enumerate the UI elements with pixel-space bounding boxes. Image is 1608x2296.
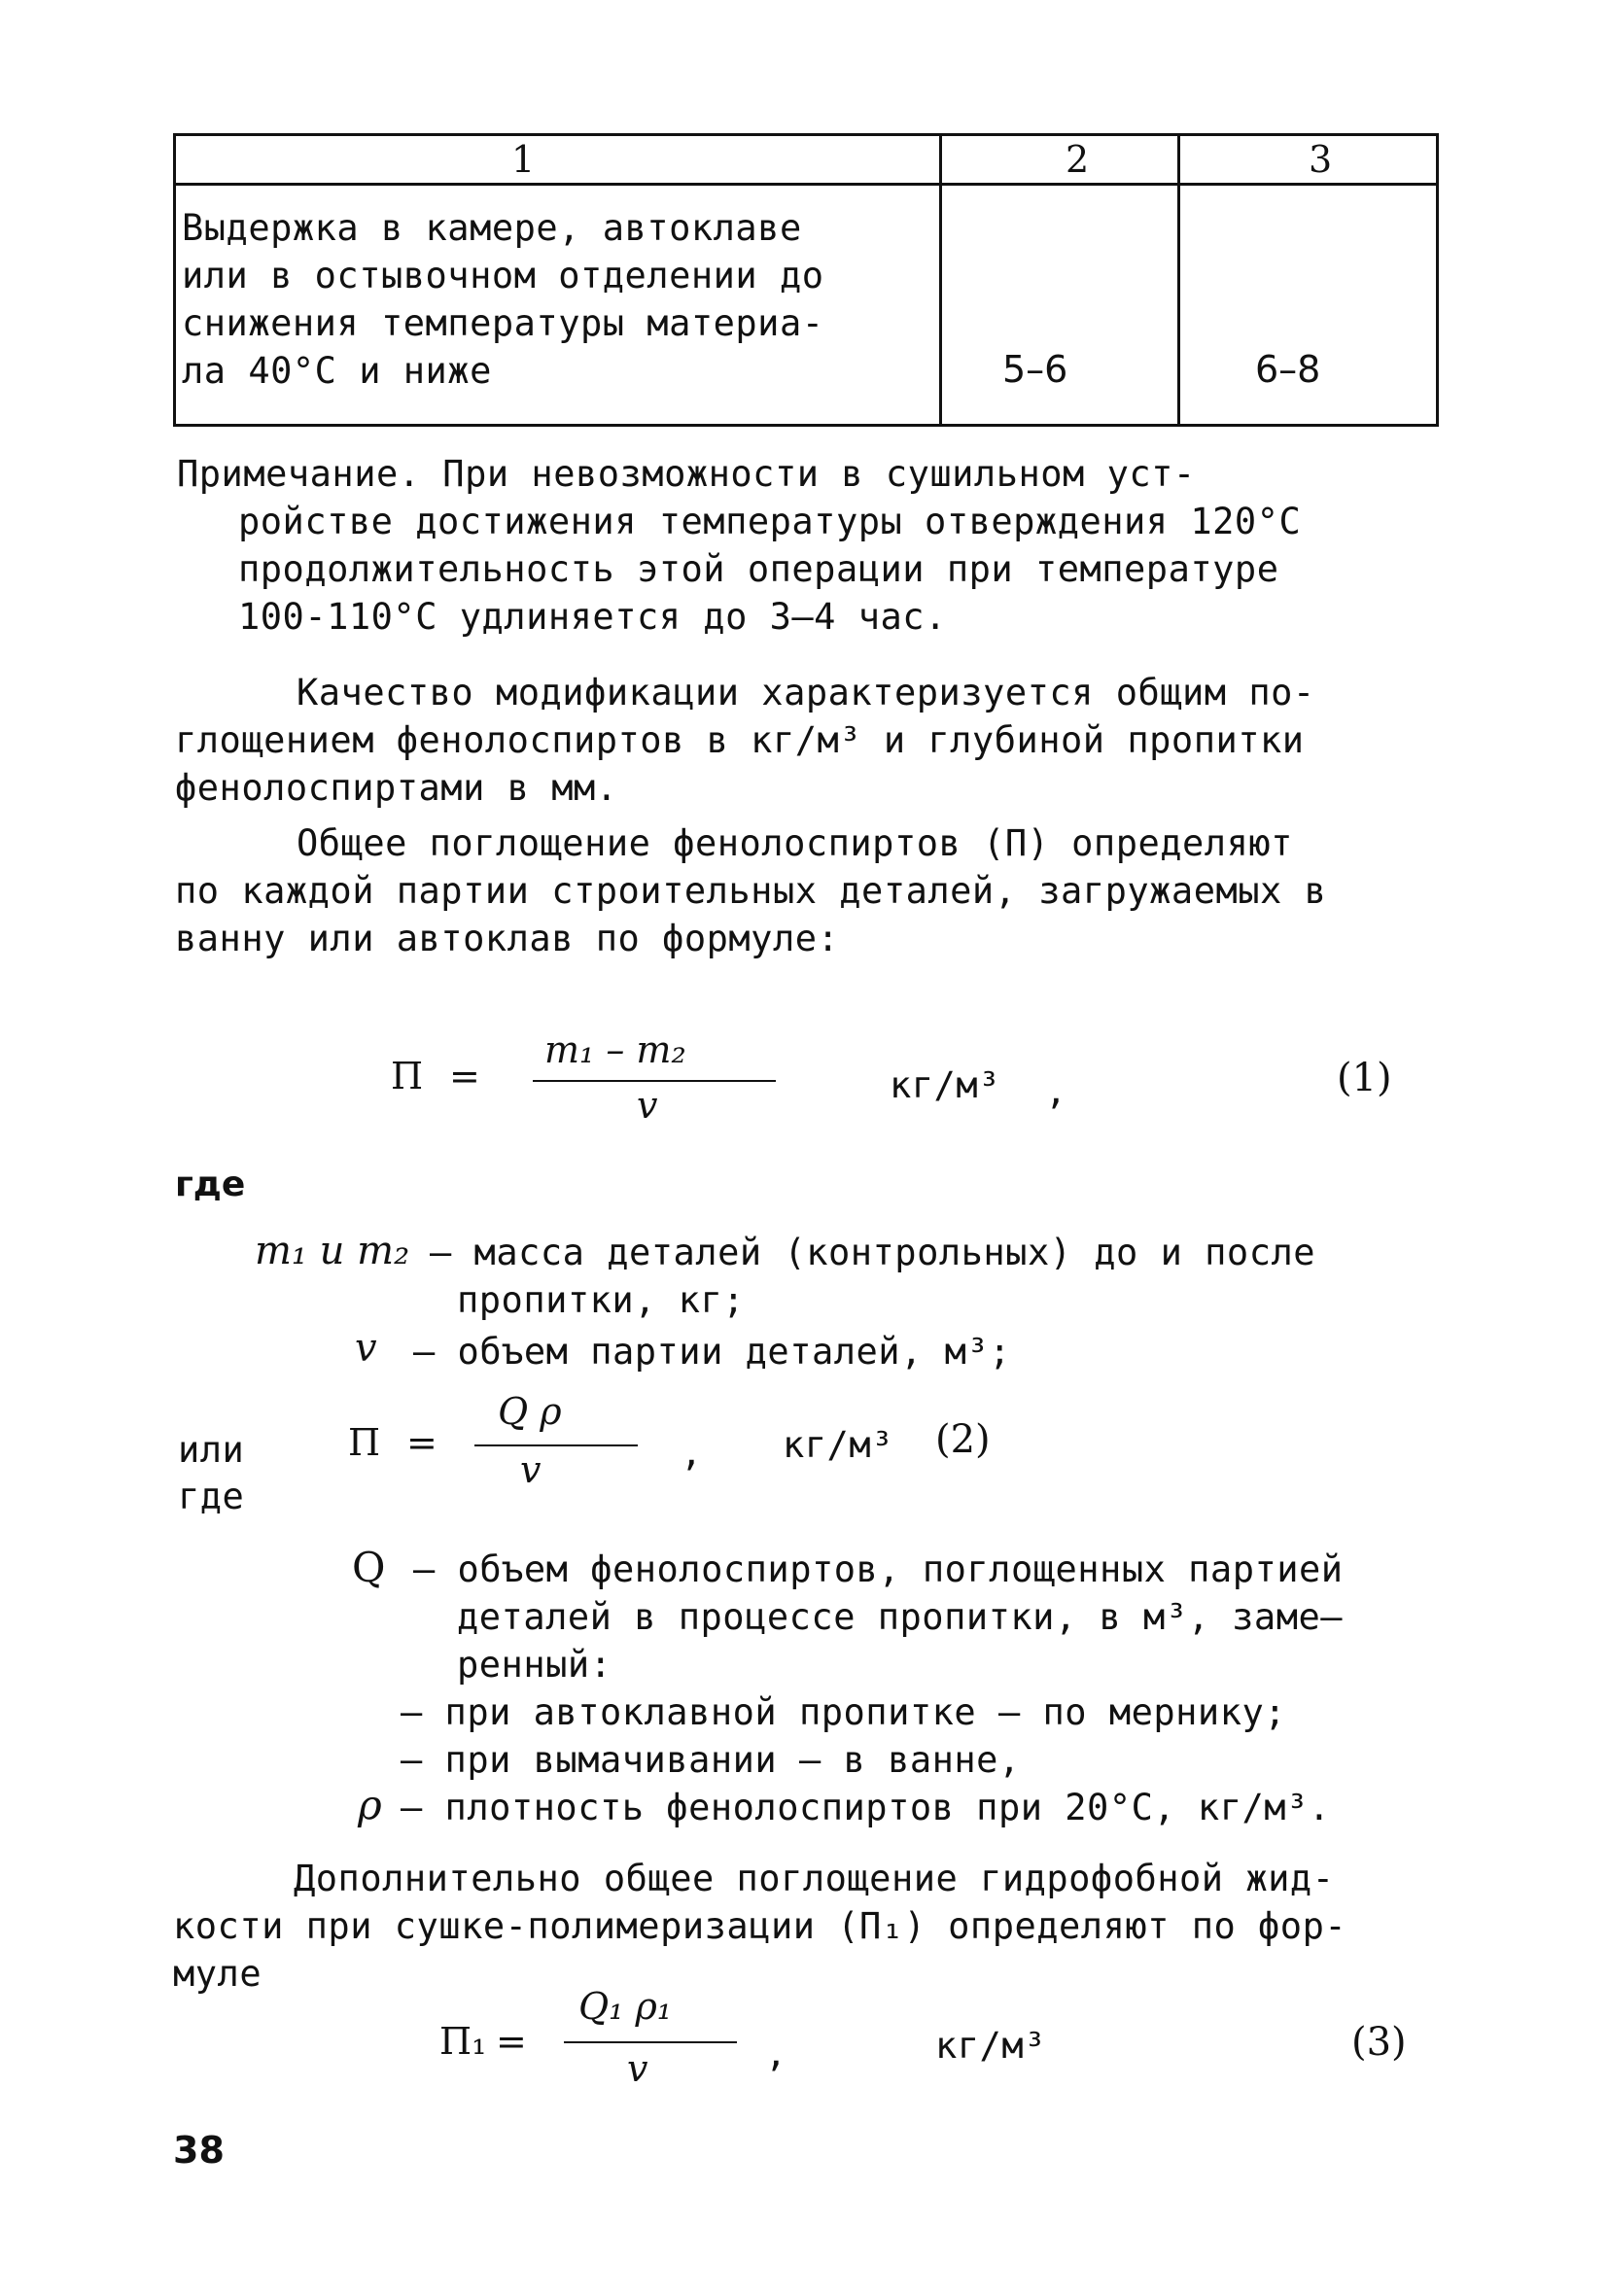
formula-denominator: v bbox=[627, 2047, 648, 2090]
fraction-bar bbox=[533, 1080, 776, 1082]
table-column-divider-1 bbox=[939, 136, 942, 424]
table-cell-col2: 5–6 bbox=[1002, 348, 1068, 391]
formula-comma: , bbox=[765, 2033, 787, 2074]
table-header-divider bbox=[176, 183, 1436, 186]
where-label: где bbox=[178, 1476, 245, 1517]
formula-number: (3) bbox=[1351, 2020, 1407, 2065]
bullet-line: – при вымачивании – в ванне, bbox=[401, 1739, 1021, 1781]
fraction-bar bbox=[474, 1444, 638, 1446]
definition-line: пропитки, кг; bbox=[457, 1279, 746, 1321]
formula-numerator: m₁ – m₂ bbox=[544, 1028, 686, 1071]
paragraph-line: Дополнительно общее поглощение гидрофобной жид- bbox=[294, 1858, 1335, 1899]
table-header-col2: 2 bbox=[1066, 138, 1090, 181]
page-number: 38 bbox=[173, 2129, 225, 2172]
note-line: 100-110°С удлиняется до 3–4 час. bbox=[238, 596, 947, 638]
formula-comma: , bbox=[1045, 1070, 1067, 1112]
table-cell-description bbox=[182, 204, 824, 395]
note-line: Примечание. При невозможности в сушильном уст- bbox=[177, 453, 1196, 495]
formula-denominator: v bbox=[520, 1448, 542, 1491]
table-header-col1: 1 bbox=[511, 138, 536, 181]
paragraph-line: по каждой партии строительных деталей, загружаемых в bbox=[175, 870, 1327, 912]
formula-eq: = bbox=[406, 1421, 437, 1464]
paragraph-line: Качество модификации характеризуется общим по- bbox=[297, 672, 1315, 713]
formula-eq: = bbox=[496, 2020, 527, 2063]
or-label: или bbox=[178, 1429, 245, 1471]
paragraph-line: кости при сушке-полимеризации (П₁) определяют по фор- bbox=[173, 1905, 1347, 1947]
formula-lhs: П bbox=[348, 1421, 381, 1464]
table-cell-line: снижения температуры материа- bbox=[182, 302, 824, 344]
formula-number: (2) bbox=[935, 1417, 991, 1462]
symbol-v: v bbox=[355, 1326, 377, 1371]
table-cell-col3: 6–8 bbox=[1255, 348, 1321, 391]
paragraph-line: фенолоспиртами в мм. bbox=[175, 767, 618, 809]
bullet-line: – при автоклавной пропитке – по мернику; bbox=[401, 1691, 1287, 1733]
where-label: где bbox=[175, 1165, 246, 1204]
fraction-bar bbox=[564, 2041, 737, 2043]
formula-unit: кг/м³ bbox=[783, 1424, 893, 1466]
table-cell-line: ла 40°С и ниже bbox=[182, 350, 492, 392]
definition-line: ренный: bbox=[457, 1644, 612, 1686]
formula-comma: , bbox=[681, 1432, 703, 1474]
paragraph-line: ванну или автоклав по формуле: bbox=[175, 918, 840, 959]
note-line: продолжительность этой операции при температуре bbox=[238, 548, 1279, 590]
note-line: ройстве достижения температуры отверждения 120°С bbox=[238, 501, 1302, 542]
formula-unit: кг/м³ bbox=[935, 2025, 1046, 2067]
formula-number: (1) bbox=[1337, 1056, 1392, 1100]
formula-lhs: П₁ bbox=[439, 2020, 487, 2063]
table-column-divider-2 bbox=[1177, 136, 1180, 424]
table-cell-line: Выдержка в камере, автоклаве bbox=[182, 207, 802, 249]
definition-line: – объем партии деталей, м³; bbox=[413, 1331, 1011, 1373]
table-header-col3: 3 bbox=[1309, 138, 1333, 181]
paragraph-line: муле bbox=[173, 1953, 262, 1995]
definition-line: деталей в процессе пропитки, в м³, заме– bbox=[457, 1596, 1344, 1638]
formula-denominator: v bbox=[637, 1084, 658, 1127]
data-table bbox=[173, 133, 1439, 427]
symbol-m1-m2: m₁ и m₂ bbox=[255, 1229, 410, 1273]
table-cell-line: или в остывочном отделении до bbox=[182, 255, 824, 296]
formula-unit: кг/м³ bbox=[890, 1064, 1000, 1106]
definition-line: – масса деталей (контрольных) до и после bbox=[430, 1232, 1316, 1273]
formula-eq: = bbox=[449, 1055, 480, 1097]
formula-numerator: Q ρ bbox=[498, 1390, 562, 1433]
symbol-rho: ρ bbox=[358, 1781, 382, 1828]
formula-numerator: Q₁ ρ₁ bbox=[578, 1985, 673, 2028]
formula-lhs: П bbox=[391, 1055, 424, 1097]
symbol-q: Q bbox=[352, 1544, 386, 1591]
paragraph-line: Общее поглощение фенолоспиртов (П) определяют bbox=[297, 822, 1293, 864]
definition-line: – объем фенолоспиртов, поглощенных партией bbox=[413, 1548, 1344, 1590]
paragraph-line: глощением фенолоспиртов в кг/м³ и глубиной пропитки bbox=[175, 719, 1305, 761]
definition-line: – плотность фенолоспиртов при 20°С, кг/м³. bbox=[401, 1787, 1331, 1828]
